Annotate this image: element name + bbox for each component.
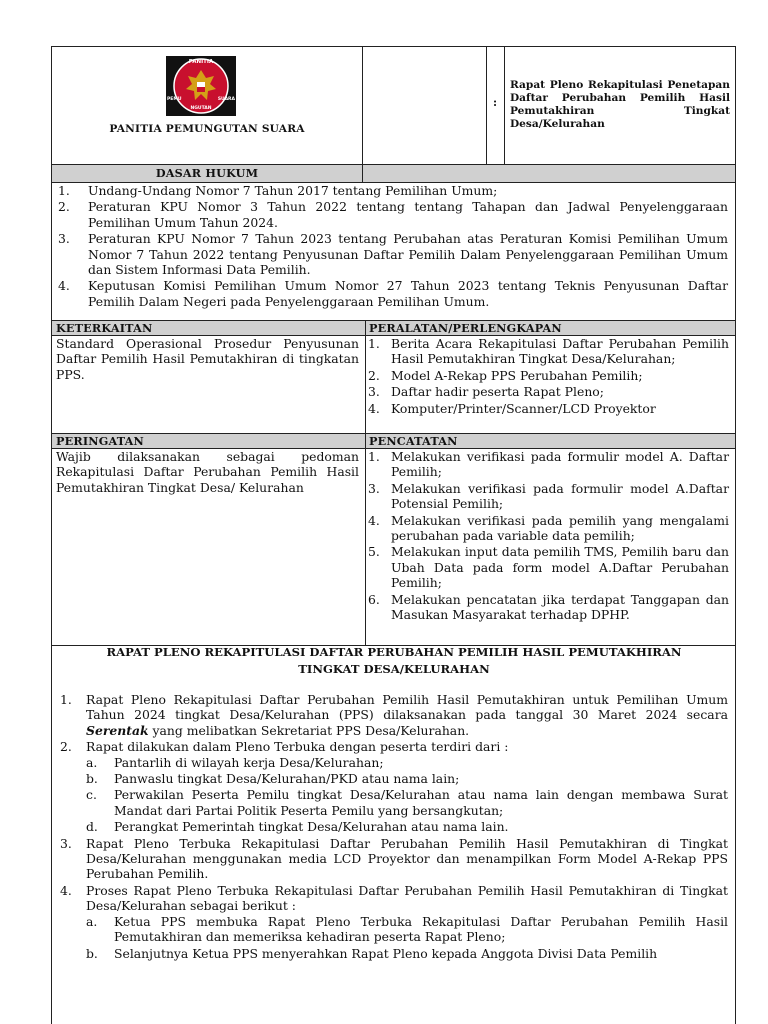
keterkaitan-text: Standard Operasional Prosedur Penyusunan Daftar Pemilih Hasil Pemutakhiran di tingkatan PPS.: [56, 336, 359, 382]
list-item: 4. Keputusan Komisi Pemilihan Umum Nomor 27 Tahun 2023 tentang Teknis Penyusunan Daftar Pemilih Dalam Negeri pada Penyelenggaraan Pemilihan Umum.: [58, 278, 728, 309]
logo-text-bottom: NGUTAN: [190, 106, 212, 111]
list-item: c. Perwakilan Peserta Pemilu tingkat Desa/Kelurahan atau nama lain dengan membawa Surat Mandat dari Partai Politik Peserta Pemilu yang bersangkutan;: [86, 787, 728, 818]
keterkaitan-label: KETERKAITAN: [56, 321, 153, 335]
peralatan-label: PERALATAN/PERLENGKAPAN: [369, 321, 562, 335]
list-item: 5. Melakukan input data pemilih TMS, Pemilih baru dan Ubah Data pada form model A.Daftar Perubahan Pemilih;: [368, 544, 729, 591]
sub-list: [60, 755, 728, 835]
logo-text-top: PANITIA: [188, 59, 214, 65]
peralatan-list: [368, 336, 729, 416]
list-item: 3. Daftar hadir peserta Rapat Pleno;: [368, 384, 604, 400]
list-item: 1. Rapat Pleno Rekapitulasi Daftar Perubahan Pemilih Hasil Pemutakhiran untuk Pemilihan Umum Tahun 2024 tingkat Desa/Kelurahan (PPS) dilaksanakan pada tanggal 30 Maret 2024 secara Serentak yang melibatkan Sekretariat PPS Desa/Kelurahan.: [60, 692, 728, 738]
peringatan-text: Wajib dilaksanakan sebagai pedoman Rekapitulasi Daftar Perubahan Pemilih Hasil Pemutakhiran Tingkat Desa/ Kelurahan: [56, 449, 359, 495]
dasar-hukum-label: DASAR HUKUM: [155, 166, 259, 180]
list-item: 3. Melakukan verifikasi pada formulir model A.Daftar Potensial Pemilih;: [368, 480, 729, 512]
list-item: 3. Peraturan KPU Nomor 7 Tahun 2023 tentang Perubahan atas Peraturan Komisi Pemilihan Umum Nomor 7 Tahun 2022 tentang Penyusunan Daftar Pemilih Dalam Penyelenggaraan Pemilihan Umum dan Sistem Informasi Data Pemilih.: [58, 231, 728, 278]
org-name: PANITIA PEMUNGUTAN SUARA: [109, 123, 305, 135]
list-item: b. Selanjutnya Ketua PPS menyerahkan Rapat Pleno kepada Anggota Divisi Data Pemilih: [86, 945, 658, 961]
list-item: 4. Melakukan verifikasi pada pemilih yang mengalami perubahan pada variable data pemilih;: [368, 512, 729, 544]
list-item: 4. Proses Rapat Pleno Terbuka Rekapitulasi Daftar Perubahan Pemilih Hasil Pemutakhiran di Tingkat Desa/Kelurahan sebagai berikut :: [60, 882, 728, 914]
list-item: 3. Rapat Pleno Terbuka Rekapitulasi Daftar Perubahan Pemilih Hasil Pemutakhiran di Tingkat Desa/Kelurahan menggunakan media LCD Proyektor dan menampilkan Form Model A-Rekap PPS Perubahan Pemilih.: [60, 835, 728, 882]
list-item: a. Ketua PPS membuka Rapat Pleno Terbuka Rekapitulasi Daftar Perubahan Pemilih Hasil Pemutakhiran dan memeriksa kehadiran peserta Rapat Pleno;: [86, 913, 728, 945]
list-item: 4. Komputer/Printer/Scanner/LCD Proyektor: [368, 400, 656, 416]
list-item: 2. Model A-Rekap PPS Perubahan Pemilih;: [368, 367, 643, 383]
rapat-title: RAPAT PLENO REKAPITULASI DAFTAR PERUBAHAN PEMILIH HASIL PEMUTAKHIRAN TINGKAT DESA/KELURAHAN: [106, 645, 682, 676]
logo-text-right: SUARA: [217, 97, 235, 102]
list-item: b. Panwaslu tingkat Desa/Kelurahan/PKD atau nama lain;: [86, 771, 460, 787]
list-item: 6. Melakukan pencatatan jika terdapat Tanggapan dan Masukan Masyarakat terhadap DPHP.: [368, 591, 729, 623]
logo-text-left: PEMU: [167, 97, 182, 102]
list-item: 2. Peraturan KPU Nomor 3 Tahun 2022 tentang tentang Tahapan dan Jadwal Penyelenggaraan Pemilihan Umum Tahun 2024.: [58, 199, 728, 230]
list-item: 1. Berita Acara Rekapitulasi Daftar Perubahan Pemilih Hasil Pemutakhiran Tingkat Desa/Kelurahan;: [368, 336, 729, 367]
list-item: 1. Undang-Undang Nomor 7 Tahun 2017 tentang Pemilihan Umum;: [58, 183, 498, 198]
header-colon: :: [492, 96, 498, 109]
list-item: d. Perangkat Pemerintah tingkat Desa/Kelurahan atau nama lain.: [86, 819, 509, 835]
pencatatan-label: PENCATATAN: [369, 434, 458, 448]
list-item: 2. Rapat dilakukan dalam Pleno Terbuka dengan peserta terdiri dari :: [60, 739, 509, 755]
document-title: Rapat Pleno Rekapitulasi Penetapan Daftar Perubahan Pemilih Hasil Pemutakhiran Tingkat Desa/Kelurahan: [510, 79, 730, 130]
peringatan-label: PERINGATAN: [56, 434, 144, 448]
list-item: 1. Melakukan verifikasi pada formulir model A. Daftar Pemilih;: [368, 449, 729, 480]
sub-list: [60, 914, 728, 961]
rapat-content: [60, 692, 728, 961]
list-item: a. Pantarlih di wilayah kerja Desa/Kelurahan;: [86, 754, 384, 770]
pencatatan-list: [368, 449, 729, 622]
dasar-hukum-list: [58, 183, 728, 309]
